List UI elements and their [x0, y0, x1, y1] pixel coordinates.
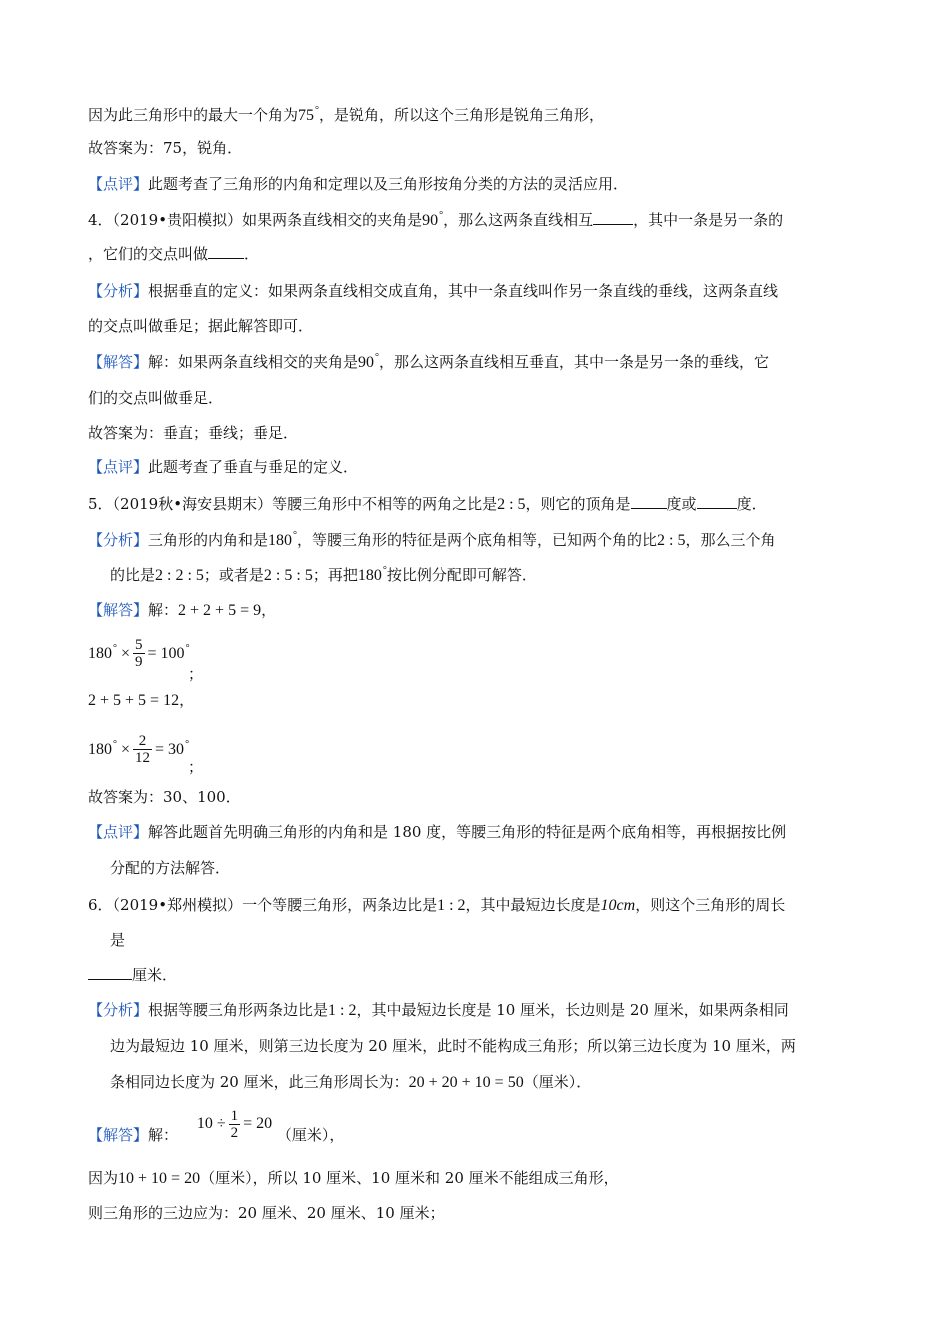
analysis-line: 的交点叫做垂足；据此解答即可．	[88, 317, 314, 335]
comment-tag: 【点评】	[88, 823, 149, 841]
answer-blank[interactable]	[631, 494, 667, 509]
question-5: 5．（2019秋•海安县期末）等腰三角形中不相等的两角之比是2 : 5，则它的顶角是 度或 度．	[88, 495, 767, 513]
punctuation: ；	[188, 665, 204, 683]
fraction: $\frac{5}{9}$	[135, 637, 143, 670]
fraction: $\frac{2}{12}$	[135, 733, 151, 766]
math-equation: 10 ÷ $\frac{1}{2}$ = 20	[196, 1108, 273, 1141]
solution-line: 则三角形的三边应为：20 厘米、20 厘米、10 厘米；	[88, 1204, 445, 1222]
solution-line: 【解答】解：2 + 2 + 5 = 9，	[88, 601, 277, 619]
solution-line: 们的交点叫做垂足．	[88, 389, 224, 407]
question-6-line-3: 厘米．	[88, 964, 177, 986]
math-length: 10cm	[600, 897, 636, 914]
comment-line: 【点评】解答此题首先明确三角形的内角和是 180 度，等腰三角形的特征是两个底角相等，再根据按比例	[88, 823, 787, 841]
fraction: $\frac{1}{2}$	[230, 1108, 239, 1141]
answer-line: 故答案为：垂直；垂线；垂足．	[88, 424, 299, 442]
analysis-tag: 【分析】	[88, 282, 149, 300]
math-ratio: 2 : 5 : 5	[263, 567, 313, 584]
math-ratio: 1 : 2	[437, 897, 466, 914]
solution-tag: 【解答】	[88, 1126, 149, 1145]
answer-blank[interactable]	[88, 965, 132, 980]
answer-blank[interactable]	[593, 210, 633, 225]
punctuation: ；	[188, 758, 204, 776]
analysis-line: 边为最短边 10 厘米，则第三边长度为 20 厘米，此时不能构成三角形；所以第三边长度为 10 厘米，两	[110, 1037, 796, 1055]
math-ratio: 1 : 2	[328, 1002, 357, 1019]
question-4: 4．（2019•贵阳模拟）如果两条直线相交的夹角是90°，那么这两条直线相互 ，其中一条是另一条的	[88, 210, 784, 229]
math-equation: 2 + 5 + 5 = 12，	[88, 691, 195, 709]
math-angle-75: 75°	[298, 105, 320, 124]
analysis-line: 【分析】根据垂直的定义：如果两条直线相交成直角，其中一条直线叫作另一条直线的垂线，这两条直线	[88, 282, 779, 300]
comment-line: 分配的方法解答．	[110, 859, 231, 877]
question-6: 6．（2019•郑州模拟）一个等腰三角形，两条边比是1 : 2，其中最短边长度是10cm，则这个三角形的周长	[88, 896, 786, 914]
math-ratio: 2 : 2 : 5	[155, 567, 204, 584]
math-equation: 180° × $\frac{5}{9}$ = 100°	[88, 637, 190, 670]
math-angle-180: 180°	[268, 530, 298, 549]
comment-tag: 【点评】	[88, 458, 149, 476]
math-equation: 2 + 2 + 5 = 9	[178, 602, 262, 619]
analysis-tag: 【分析】	[88, 1001, 149, 1019]
comment-tag: 【点评】	[88, 175, 149, 193]
answer-line: 故答案为：30、100．	[88, 788, 241, 806]
math-equation: 20 + 20 + 10 = 50	[408, 1074, 524, 1091]
text-line: 因为此三角形中的最大一个角为75°，是锐角，所以这个三角形是锐角三角形，	[88, 105, 605, 124]
solution-tag: 【解答】	[88, 353, 149, 371]
answer-blank[interactable]	[208, 244, 244, 259]
solution-line: 【解答】解： 10 ÷ $\frac{1}{2}$ = 20 （厘米），	[88, 1108, 345, 1145]
analysis-line: 的比是2 : 2 : 5；或者是2 : 5 : 5；再把180°按比例分配即可解答．	[110, 565, 537, 584]
solution-line: 因为10 + 10 = 20（厘米），所以 10 厘米、10 厘米和 20 厘米不能组成三角形，	[88, 1169, 619, 1187]
math-angle-90: 90°	[422, 210, 444, 229]
solution-tag: 【解答】	[88, 601, 149, 619]
solution-line: 【解答】解：如果两条直线相交的夹角是90°，那么这两条直线相互垂直，其中一条是另一条的垂线，它	[88, 352, 770, 371]
question-6-line-2: 是	[110, 931, 126, 949]
analysis-line: 【分析】三角形的内角和是180°，等腰三角形的特征是两个底角相等，已知两个角的比2 : 5，那么三个角	[88, 530, 776, 549]
math-equation: 180° × $\frac{2}{12}$ = 30°	[88, 733, 190, 766]
analysis-line: 【分析】根据等腰三角形两条边比是1 : 2，其中最短边长度是 10 厘米，长边则是 20 厘米，如果两条相同	[88, 1001, 789, 1019]
math-angle-90: 90°	[358, 352, 380, 371]
analysis-line: 条相同边长度为 20 厘米，此三角形周长为：20 + 20 + 10 = 50（厘米）．	[110, 1073, 592, 1091]
math-angle-180: 180°	[357, 565, 387, 584]
answer-line: 故答案为：75，锐角．	[88, 139, 243, 157]
math-ratio: 2 : 5	[657, 532, 686, 549]
comment-line: 【点评】此题考查了三角形的内角和定理以及三角形按角分类的方法的灵活应用．	[88, 175, 629, 193]
comment-line: 【点评】此题考查了垂直与垂足的定义．	[88, 458, 359, 476]
answer-blank[interactable]	[697, 494, 737, 509]
question-4-line-2: ，它们的交点叫做 ．	[88, 245, 260, 263]
math-ratio: 2 : 5	[497, 496, 526, 513]
math-equation: 10 + 10 = 20	[118, 1170, 201, 1187]
analysis-tag: 【分析】	[88, 531, 149, 549]
